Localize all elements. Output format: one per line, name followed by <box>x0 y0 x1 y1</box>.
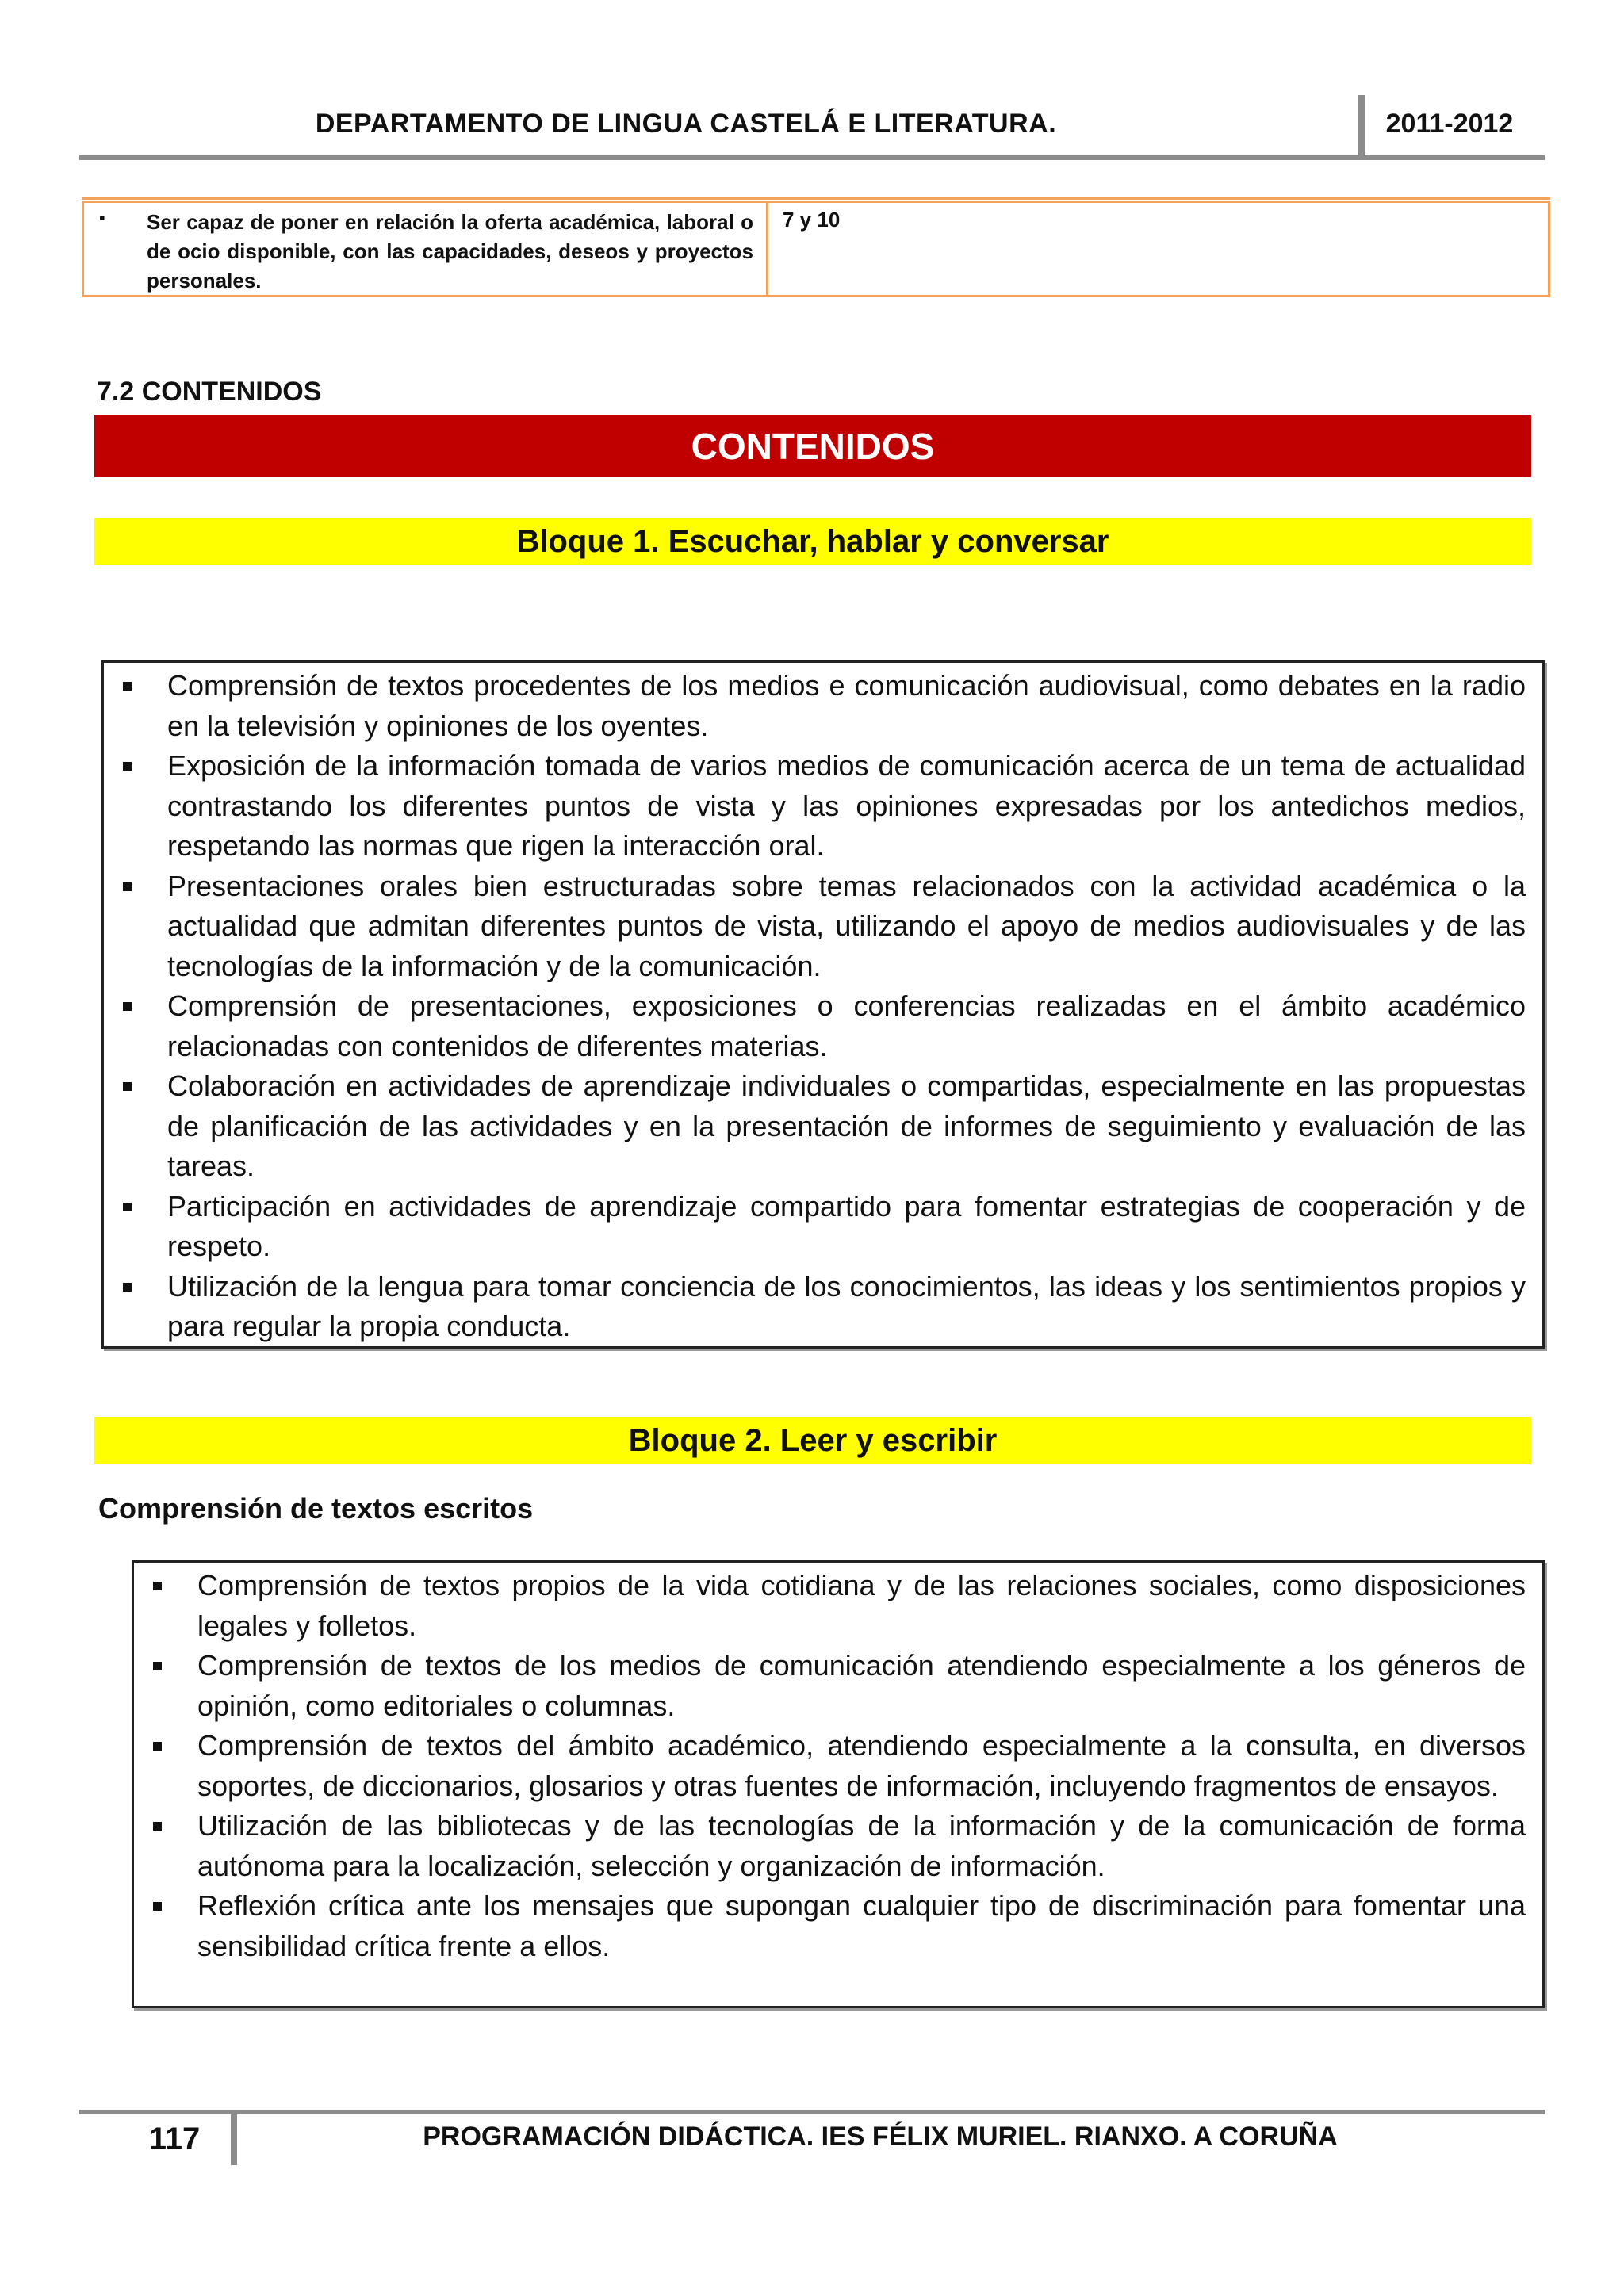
bullet-icon <box>153 1902 162 1911</box>
bloque2-title: Bloque 2. Leer y escribir <box>94 1417 1531 1464</box>
bloque2-box <box>132 1560 1545 2008</box>
bullet-icon <box>153 1822 162 1831</box>
list-item <box>197 1806 1526 1886</box>
header-year: 2011-2012 <box>1385 109 1514 139</box>
bullet-icon <box>123 682 132 691</box>
objective-reference: 7 y 10 <box>783 208 841 232</box>
list-item <box>167 1187 1526 1267</box>
bullet-icon <box>123 882 132 891</box>
bullet-icon <box>123 1002 132 1011</box>
footer-divider <box>231 2110 237 2165</box>
list-item-text: Colaboración en actividades de aprendizaje individuales o compartidas, especialmente en las propuestas de planificación de las actividades y en la presentación de informes de seguimiento y evaluación de las tareas. <box>167 1070 1526 1182</box>
bullet-icon <box>153 1742 162 1751</box>
bullet-icon <box>123 1283 132 1292</box>
list-item <box>167 1267 1526 1347</box>
bloque2-subheading: Comprensión de textos escritos <box>98 1492 534 1525</box>
top-table-double-border <box>82 197 1550 200</box>
list-item-text: Utilización de la lengua para tomar conciencia de los conocimientos, las ideas y los sentimientos propios y para regular la propia conducta. <box>167 1269 1526 1342</box>
list-item <box>167 867 1526 987</box>
footer-text: PROGRAMACIÓN DIDÁCTICA. IES FÉLIX MURIEL. RIANXO. A CORUÑA <box>423 2122 1338 2152</box>
list-item <box>197 1566 1526 1646</box>
list-item-text: Comprensión de textos procedentes de los medios e comunicación audiovisual, como debates en la radio en la televisión y opiniones de los oyentes. <box>167 669 1526 742</box>
bullet-icon: ▪ <box>99 208 105 228</box>
header-rule <box>79 155 1545 160</box>
list-item-text: Participación en actividades de aprendizaje compartido para fomentar estrategias de cooperación y de respeto. <box>167 1189 1526 1262</box>
bloque1-title: Bloque 1. Escuchar, hablar y conversar <box>94 518 1531 565</box>
bullet-icon <box>153 1582 162 1590</box>
list-item-text: Utilización de las bibliotecas y de las tecnologías de la información y de la comunicación de forma autónoma para la localización, selección y organización de información. <box>197 1809 1526 1882</box>
list-item <box>197 1886 1526 1966</box>
section-title: 7.2 CONTENIDOS <box>97 377 322 407</box>
list-item-text: Exposición de la información tomada de varios medios de comunicación acerca de un tema de actualidad contrastando los diferentes puntos de vista y las opiniones expresadas por los antedichos medios, respetando las normas que rigen la interacción oral. <box>167 749 1526 862</box>
bullet-icon <box>123 1203 132 1211</box>
list-item <box>167 986 1526 1066</box>
list-item <box>167 746 1526 867</box>
list-item-text: Comprensión de textos del ámbito académico, atendiendo especialmente a la consulta, en diversos soportes, de diccionarios, glosarios y otras fuentes de información, incluyendo fragmentos de ensayos. <box>197 1729 1526 1802</box>
list-item-text: Comprensión de textos de los medios de comunicación atendiendo especialmente a los géneros de opinión, como editoriales o columnas. <box>197 1649 1526 1722</box>
list-item <box>167 666 1526 746</box>
list-item-text: Comprensión de textos propios de la vida cotidiana y de las relaciones sociales, como disposiciones legales y folletos. <box>197 1569 1526 1642</box>
list-item <box>167 1066 1526 1187</box>
contenidos-banner: CONTENIDOS <box>94 415 1531 477</box>
header-divider <box>1358 95 1365 160</box>
header-department: DEPARTAMENTO DE LINGUA CASTELÁ E LITERATURA. <box>315 109 1057 139</box>
bullet-icon <box>123 762 132 771</box>
bloque2-list <box>197 1566 1526 1966</box>
objective-text: Ser capaz de poner en relación la oferta académica, laboral o de ocio disponible, con las capacidades, deseos y proyectos personales. <box>147 210 753 293</box>
list-item <box>197 1726 1526 1806</box>
list-item <box>197 1646 1526 1726</box>
bullet-icon <box>123 1082 132 1091</box>
bloque1-box <box>102 660 1545 1349</box>
objectives-table-divider <box>766 203 768 295</box>
list-item-text: Presentaciones orales bien estructuradas sobre temas relacionados con la actividad académica o la actualidad que admitan diferentes puntos de vista, utilizando el apoyo de medios audiovisuales y de las tecnologías de la información y de la comunicación. <box>167 869 1526 982</box>
bullet-icon <box>153 1662 162 1670</box>
page-number: 117 <box>148 2122 201 2156</box>
footer-rule <box>79 2110 1545 2114</box>
bloque1-list <box>167 666 1526 1347</box>
list-item-text: Comprensión de presentaciones, exposiciones o conferencias realizadas en el ámbito académico relacionadas con contenidos de diferentes materias. <box>167 989 1526 1062</box>
list-item-text: Reflexión crítica ante los mensajes que supongan cualquier tipo de discriminación para fomentar una sensibilidad crítica frente a ellos. <box>197 1889 1526 1962</box>
